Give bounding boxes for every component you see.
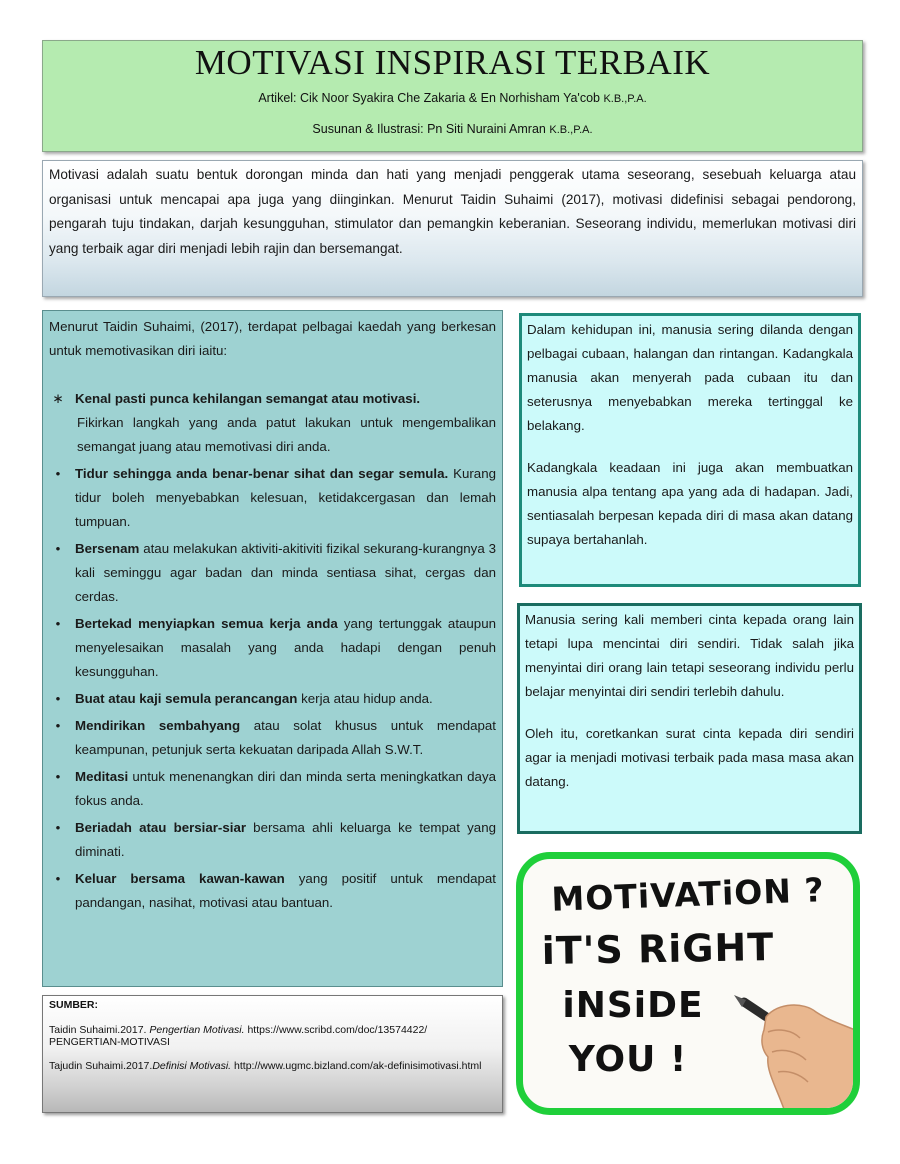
bullet-icon: •: [55, 541, 61, 556]
list-item: • Keluar bersama kawan-kawan yang positif untuk mendapat pandangan, nasihat, motivasi atau bantuan.: [49, 867, 496, 915]
methods-panel: [42, 310, 503, 987]
sources-box: [42, 995, 503, 1113]
motivation-illustration: [516, 852, 860, 1115]
illustration-credit: [43, 122, 862, 136]
hand-with-pen-icon: [516, 852, 860, 1115]
challenges-box: [519, 313, 861, 587]
bullet-icon: •: [55, 691, 61, 706]
bullet-icon: •: [55, 820, 61, 835]
challenges-paragraph-2: Kadangkala keadaan ini juga akan membuatkan manusia alpa tentang apa yang ada di hadapan. Jadi, sentiasalah berpesan kepada diri di masa akan datang supaya bertahanlah.: [527, 460, 853, 547]
article-authors: Artikel: Cik Noor Syakira Che Zakaria & En Norhisham Ya'cob: [258, 91, 600, 105]
methods-list: [49, 387, 496, 915]
article-credit: [43, 91, 862, 105]
illustration-line-4: YOU !: [568, 1039, 688, 1080]
bullet-icon: •: [55, 466, 61, 481]
list-item: • Meditasi untuk menenangkan diri dan minda serta meningkatkan daya fokus anda.: [49, 765, 496, 813]
bullet-icon: •: [55, 769, 61, 784]
header-banner: [42, 40, 863, 152]
self-love-paragraph-2: Oleh itu, coretkankan surat cinta kepada diri sendiri agar ia menjadi motivasi terbaik pada masa masa akan datang.: [525, 726, 854, 789]
intro-paragraph: Motivasi adalah suatu bentuk dorongan minda dan hati yang menjadi penggerak utama seseorang, sesebuah keluarga atau organisasi untuk mencapai apa juga yang diinginkan. Menurut Taidin Suhaimi (2017), motivasi didefinisi sebagai pendorong, pengarah tuju tindakan, darjah kesungguhan, stimulator dan pemangkin keberanian. Seseorang individu, memerlukan motivasi diri yang terbaik agar diri menjadi lebih rajin dan bersemangat.: [42, 160, 863, 297]
illustration-line-2: iT'S RiGHT: [541, 924, 775, 974]
list-item: • Mendirikan sembahyang atau solat khusus untuk mendapat keampunan, petunjuk serta kekuatan daripada Allah S.W.T.: [49, 714, 496, 762]
asterisk-bullet-icon: ∗: [52, 391, 64, 406]
reference-1: Taidin Suhaimi.2017. Pengertian Motivasi. https://www.scribd.com/doc/13574422/ PENGERTIAN-MOTIVASI: [49, 1023, 428, 1048]
self-love-box: [517, 603, 862, 834]
bullet-icon: •: [55, 718, 61, 733]
methods-lead: Menurut Taidin Suhaimi, (2017), terdapat pelbagai kaedah yang berkesan untuk memotivasikan diri iaitu:: [49, 319, 496, 358]
list-item: ∗ Kenal pasti punca kehilangan semangat atau motivasi. Fikirkan langkah yang anda patut lakukan untuk mengembalikan semangat juang atau memotivasi diri anda.: [49, 387, 496, 459]
bullet-icon: •: [55, 616, 61, 631]
list-item: • Tidur sehingga anda benar-benar sihat dan segar semula. Kurang tidur boleh menyebabkan kelesuan, ketidakcergasan dan lemah tumpuan.: [49, 462, 496, 534]
list-item: • Beriadah atau bersiar-siar bersama ahli keluarga ke tempat yang diminati.: [49, 816, 496, 864]
list-item: • Bersenam atau melakukan aktiviti-akitiviti fizikal sekurang-kurangnya 3 kali seminggu agar badan dan minda sentiasa sihat, cergas dan cerdas.: [49, 537, 496, 609]
challenges-paragraph-1: Dalam kehidupan ini, manusia sering dilanda dengan pelbagai cubaan, halangan dan rintangan. Kadangkala manusia akan menyerah pada cubaan itu dan seterusnya menyebabkan mereka tertinggal ke belakang.: [527, 322, 853, 433]
illustration-line-3: iNSiDE: [562, 985, 704, 1026]
reference-2-link[interactable]: http://www.ugmc.bizland.com/ak-definisimotivasi.html: [231, 1059, 482, 1072]
list-item: • Buat atau kaji semula perancangan kerja atau hidup anda.: [49, 687, 496, 711]
sources-label: SUMBER:: [49, 999, 98, 1011]
reference-1-link[interactable]: https://www.scribd.com/doc/13574422/ PENGERTIAN-MOTIVASI: [49, 1023, 428, 1048]
bullet-icon: •: [55, 871, 61, 886]
illustration-line-1: MOTiVATiON ?: [550, 870, 826, 919]
illustration-author-suffix: K.B.,P.A.: [549, 124, 593, 136]
illustration-author: Susunan & Ilustrasi: Pn Siti Nuraini Amran: [312, 122, 546, 136]
article-authors-suffix: K.B.,P.A.: [603, 93, 647, 105]
page-title: MOTIVASI INSPIRASI TERBAIK: [194, 43, 711, 82]
reference-2: Tajudin Suhaimi.2017.Definisi Motivasi. http://www.ugmc.bizland.com/ak-definisimotivasi.html: [49, 1059, 482, 1072]
list-item: • Bertekad menyiapkan semua kerja anda yang tertunggak ataupun menyelesaikan masalah yang anda hadapi dengan penuh kesungguhan.: [49, 612, 496, 684]
self-love-paragraph-1: Manusia sering kali memberi cinta kepada orang lain tetapi lupa mencintai diri sendiri. Tidak salah jika menyintai diri orang lain tetapi seseorang individu perlu belajar menyintai diri sendiri terlebih dahulu.: [525, 612, 854, 699]
